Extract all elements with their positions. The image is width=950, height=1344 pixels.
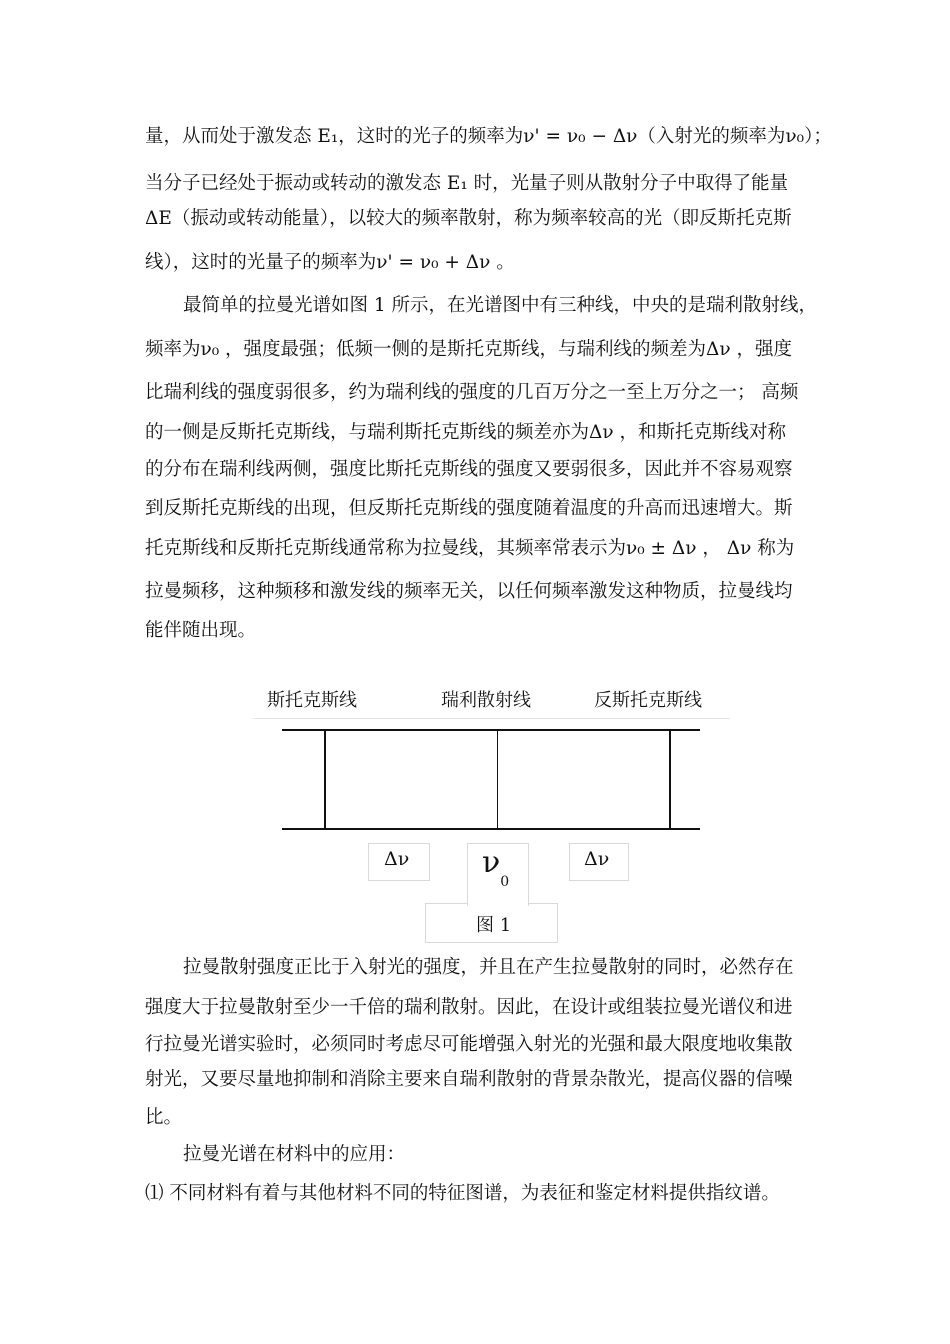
antistokes-line — [669, 729, 671, 830]
text-line: 射光，又要尽量地抑制和消除主要来自瑞利散射的背景杂散光，提高仪器的信噪 — [145, 1069, 793, 1090]
text-line: 能伴随出现。 — [145, 620, 257, 641]
text-line: 比。 — [145, 1107, 183, 1128]
label-antistokes: 反斯托克斯线 — [594, 690, 702, 711]
text-line: 比瑞利线的强度弱很多，约为瑞利线的强度的几百万分之一至上万分之一； 高频 — [145, 382, 799, 403]
text-line: ΔE（振动或转动能量），以较大的频率散射，称为频率较高的光（即反斯托克斯 — [145, 208, 792, 229]
delta-nu-right: Δν — [584, 848, 610, 870]
label-rayleigh: 瑞利散射线 — [441, 690, 531, 711]
nu-subscript: 0 — [500, 874, 510, 890]
text-line: 最简单的拉曼光谱如图 1 所示，在光谱图中有三种线，中央的是瑞利散射线， — [183, 295, 818, 316]
header-divider — [253, 718, 730, 719]
text-line: 的分布在瑞利线两侧，强度比斯托克斯线的强度又要弱很多，因此并不容易观察 — [145, 459, 793, 480]
text-line: 拉曼散射强度正比于入射光的强度，并且在产生拉曼散射的同时，必然存在 — [183, 957, 794, 978]
delta-nu-left: Δν — [384, 848, 410, 870]
text-line: 线），这时的光量子的频率为ν' = ν₀ + Δν 。 — [145, 252, 515, 273]
nu-symbol: ν — [482, 845, 501, 880]
rayleigh-line — [497, 729, 498, 830]
figure-caption: 图 1 — [476, 915, 512, 936]
nu-zero-label — [482, 845, 510, 897]
text-line: 的一侧是反斯托克斯线，与瑞利斯托克斯线的频差亦为Δν ，和斯托克斯线对称 — [145, 422, 786, 443]
label-stokes: 斯托克斯线 — [267, 690, 357, 711]
text-line: 强度大于拉曼散射至少一千倍的瑞利散射。因此，在设计或组装拉曼光谱仪和进 — [145, 997, 793, 1018]
bottom-baseline — [282, 828, 700, 830]
text-line: 量，从而处于激发态 E₁，这时的光子的频率为ν' = ν₀ − Δν（入射光的频率为ν₀）； — [145, 126, 832, 147]
text-line: 拉曼频移，这种频移和激发线的频率无关，以任何频率激发这种物质，拉曼线均 — [145, 581, 793, 602]
text-line: 到反斯托克斯线的出现，但反斯托克斯线的强度随着温度的升高而迅速增大。斯 — [145, 498, 793, 519]
text-line: ⑴ 不同材料有着与其他材料不同的特征图谱，为表征和鉴定材料提供指纹谱。 — [145, 1183, 780, 1204]
text-line: 托克斯线和反斯托克斯线通常称为拉曼线，其频率常表示为ν₀ ± Δν ， Δν 称为 — [145, 538, 795, 559]
top-baseline — [282, 729, 700, 731]
text-line: 拉曼光谱在材料中的应用： — [183, 1144, 406, 1165]
stokes-line — [324, 729, 326, 830]
text-line: 当分子已经处于振动或转动的激发态 E₁ 时，光量子则从散射分子中取得了能量 — [145, 173, 789, 194]
text-line: 行拉曼光谱实验时，必须同时考虑尽可能增强入射光的光强和最大限度地收集散 — [145, 1034, 793, 1055]
text-line: 频率为ν₀ ，强度最强；低频一侧的是斯托克斯线，与瑞利线的频差为Δν ，强度 — [145, 339, 793, 360]
